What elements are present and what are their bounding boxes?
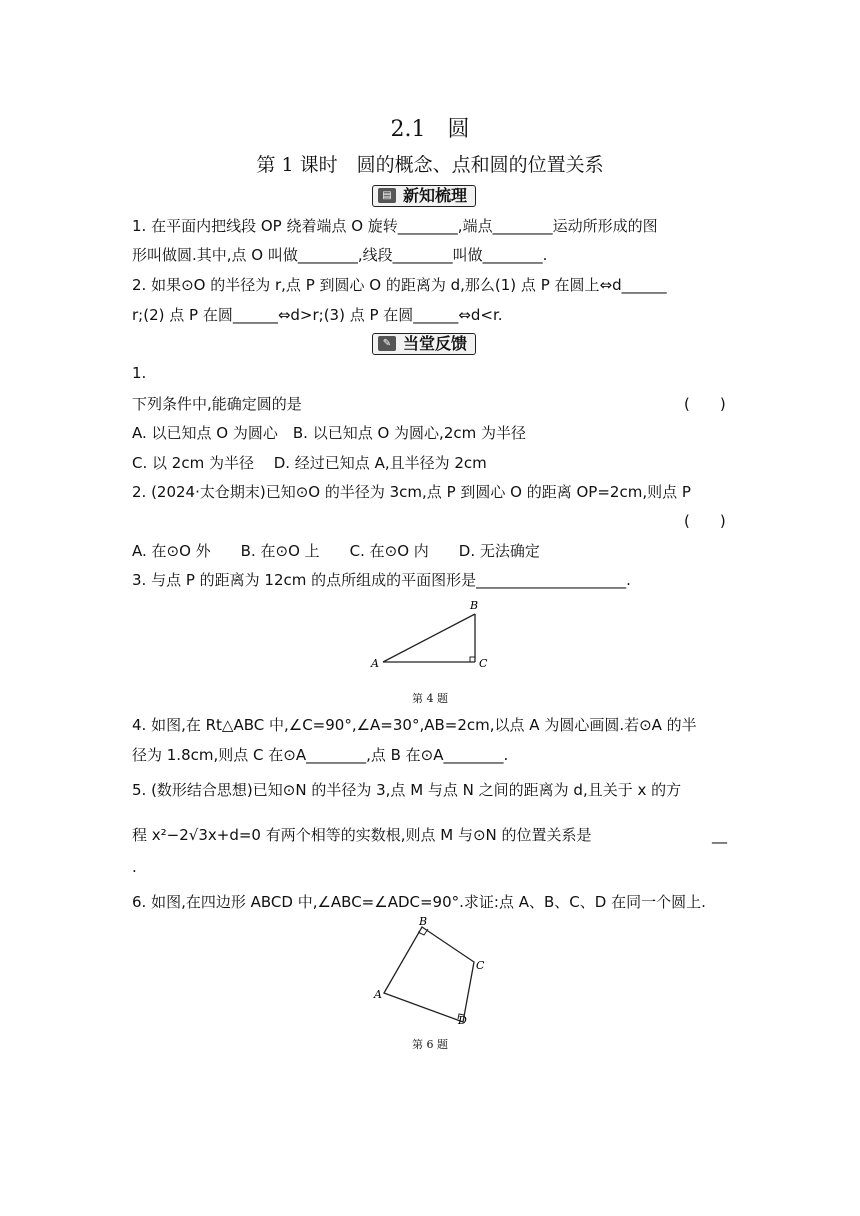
answer-paren: ( ) [684, 512, 726, 530]
page-title: 2.1 圆 [390, 117, 470, 142]
answer-blank: __ [712, 826, 727, 844]
knowledge-line: r;(2) 点 P 在圆______⇔d>r;(3) 点 P 在圆______⇔d<r. [132, 306, 503, 324]
vertex-label-c: C [479, 657, 488, 670]
question-6: 6. 如图,在四边形 ABCD 中,∠ABC=∠ADC=90°.求证:点 A、B、C、D 在同一个圆上. [132, 893, 706, 911]
pencil-icon: ✎ [378, 336, 396, 351]
knowledge-line: 形叫做圆.其中,点 O 叫做________,线段________叫做________. [132, 246, 548, 264]
vertex-label-c: C [476, 959, 485, 972]
section-badge-feedback [372, 333, 476, 355]
vertex-label-b: B [419, 915, 428, 928]
book-icon: ▤ [378, 188, 396, 203]
vertex-label-d: D [458, 1014, 467, 1027]
question-2-stem: 2. (2024·太仓期末)已知⊙O 的半径为 3cm,点 P 到圆心 O 的距离 OP=2cm,则点 P [132, 483, 691, 501]
question-1-options: A. 以已知点 O 为圆心 B. 以已知点 O 为圆心,2cm 为半径 [132, 424, 526, 442]
question-5-line: 5. (数形结合思想)已知⊙N 的半径为 3,点 M 与点 N 之间的距离为 d,且关于 x 的方 [132, 781, 682, 799]
section-label: 当堂反馈 [403, 334, 468, 353]
knowledge-line: 2. 如果⊙O 的半径为 r,点 P 到圆心 O 的距离为 d,那么(1) 点 P 在圆上⇔d______ [132, 276, 667, 294]
question-1-stem: 下列条件中,能确定圆的是 [132, 395, 302, 413]
sentence-end: . [132, 858, 137, 876]
vertex-label-b: B [470, 599, 479, 612]
question-1-options: C. 以 2cm 为半径 D. 经过已知点 A,且半径为 2cm [132, 454, 487, 472]
section-badge-new-knowledge [372, 185, 476, 207]
section-label: 新知梳理 [403, 186, 468, 205]
figure-4-triangle [370, 596, 500, 674]
question-4-line: 4. 如图,在 Rt△ABC 中,∠C=90°,∠A=30°,AB=2cm,以点 A 为圆心画圆.若⊙A 的半 [132, 716, 697, 734]
knowledge-line: 1. 在平面内把线段 OP 绕着端点 O 旋转________,端点________运动所形成的图 [132, 217, 658, 235]
question-4-line: 径为 1.8cm,则点 C 在⊙A________,点 B 在⊙A________. [132, 746, 509, 764]
answer-paren: ( ) [684, 395, 726, 413]
question-5-line: 程 x²−2√3x+d=0 有两个相等的实数根,则点 M 与⊙N 的位置关系是 [132, 826, 592, 844]
page-subtitle: 第 1 课时 圆的概念、点和圆的位置关系 [256, 154, 604, 176]
question-2-options: A. 在⊙O 外 B. 在⊙O 上 C. 在⊙O 内 D. 无法确定 [132, 542, 540, 560]
vertex-label-a: A [371, 657, 379, 670]
question-3: 3. 与点 P 的距离为 12cm 的点所组成的平面图形是____________________. [132, 571, 631, 589]
figure-6-quadrilateral [370, 915, 490, 1027]
figure-6-caption: 第 6 题 [412, 1038, 448, 1051]
question-number: 1. [132, 364, 147, 382]
figure-4-caption: 第 4 题 [412, 692, 448, 705]
vertex-label-a: A [374, 988, 382, 1001]
